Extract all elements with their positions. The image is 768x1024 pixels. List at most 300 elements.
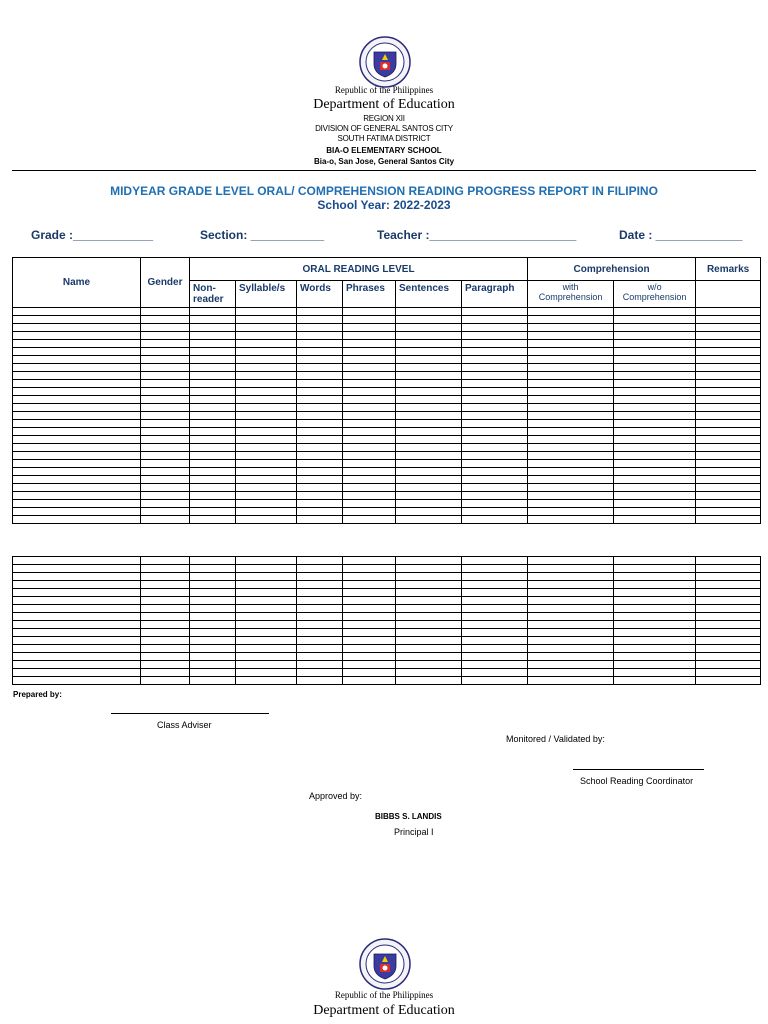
table-cell xyxy=(141,468,190,476)
table-cell xyxy=(696,404,761,412)
table-cell xyxy=(236,364,297,372)
table-cell xyxy=(462,557,528,565)
table-cell xyxy=(190,629,236,637)
table-cell xyxy=(13,324,141,332)
table-row xyxy=(13,653,761,661)
table-cell xyxy=(614,500,696,508)
table-cell xyxy=(343,452,396,460)
table-cell xyxy=(297,436,343,444)
table-cell xyxy=(696,573,761,581)
table-cell xyxy=(614,605,696,613)
table-row xyxy=(13,412,761,420)
with-comprehension-header: with Comprehension xyxy=(528,281,614,308)
table-cell xyxy=(614,332,696,340)
table-cell xyxy=(141,573,190,581)
table-cell xyxy=(696,613,761,621)
table-cell xyxy=(396,645,462,653)
table-cell xyxy=(528,332,614,340)
table-row xyxy=(13,492,761,500)
table-cell xyxy=(614,669,696,677)
table-row xyxy=(13,388,761,396)
table-cell xyxy=(528,516,614,524)
table-cell xyxy=(462,372,528,380)
table-cell xyxy=(396,308,462,316)
table-cell xyxy=(343,372,396,380)
table-cell xyxy=(696,460,761,468)
form-fields xyxy=(0,228,768,244)
table-row xyxy=(13,380,761,388)
table-cell xyxy=(190,661,236,669)
table-row xyxy=(13,396,761,404)
table-cell xyxy=(614,573,696,581)
table-cell xyxy=(396,621,462,629)
table-cell xyxy=(13,508,141,516)
table-cell xyxy=(396,460,462,468)
table-cell xyxy=(614,613,696,621)
table-cell xyxy=(190,428,236,436)
table-cell xyxy=(696,677,761,685)
table-cell xyxy=(236,460,297,468)
table-cell xyxy=(13,605,141,613)
table-cell xyxy=(528,653,614,661)
table-cell xyxy=(528,573,614,581)
table-cell xyxy=(141,492,190,500)
table-cell xyxy=(696,372,761,380)
table-cell xyxy=(343,396,396,404)
table-cell xyxy=(396,581,462,589)
table-cell xyxy=(190,332,236,340)
table-cell xyxy=(614,444,696,452)
school-name: BIA-O ELEMENTARY SCHOOL xyxy=(326,146,442,155)
table-cell xyxy=(236,613,297,621)
department-text-page2: Department of Education xyxy=(313,1003,455,1018)
table-cell xyxy=(528,372,614,380)
table-cell xyxy=(141,372,190,380)
approved-by-label: Approved by: xyxy=(309,791,363,801)
table-cell xyxy=(343,581,396,589)
table-cell xyxy=(190,444,236,452)
table-row xyxy=(13,645,761,653)
table-cell xyxy=(141,396,190,404)
table-cell xyxy=(696,637,761,645)
table-cell xyxy=(343,613,396,621)
table-cell xyxy=(614,629,696,637)
table-row xyxy=(13,669,761,677)
table-row xyxy=(13,637,761,645)
table-cell xyxy=(528,645,614,653)
table-row xyxy=(13,581,761,589)
table-cell xyxy=(13,404,141,412)
report-title: MIDYEAR GRADE LEVEL ORAL/ COMPREHENSION READING PROGRESS REPORT IN FILIPINO xyxy=(110,184,658,198)
table-cell xyxy=(696,597,761,605)
table-cell xyxy=(297,589,343,597)
table-cell xyxy=(696,476,761,484)
table-cell xyxy=(141,348,190,356)
table-cell xyxy=(190,557,236,565)
table-cell xyxy=(614,484,696,492)
table-cell xyxy=(462,420,528,428)
table-cell xyxy=(343,557,396,565)
table-row xyxy=(13,452,761,460)
deped-seal-icon-page2 xyxy=(359,938,411,990)
table-cell xyxy=(13,412,141,420)
table-cell xyxy=(297,637,343,645)
table-cell xyxy=(236,677,297,685)
table-cell xyxy=(528,621,614,629)
table-cell xyxy=(236,629,297,637)
table-cell xyxy=(297,348,343,356)
table-cell xyxy=(190,404,236,412)
republic-text-page2: Republic of the Philippines xyxy=(334,990,434,1000)
table-cell xyxy=(462,589,528,597)
table-cell xyxy=(696,589,761,597)
table-cell xyxy=(236,484,297,492)
table-cell xyxy=(528,460,614,468)
table-cell xyxy=(614,324,696,332)
table-cell xyxy=(297,372,343,380)
table-cell xyxy=(528,428,614,436)
table-cell xyxy=(343,380,396,388)
table-row xyxy=(13,677,761,685)
table-cell xyxy=(696,316,761,324)
table-cell xyxy=(190,677,236,685)
table-cell xyxy=(236,621,297,629)
table-cell xyxy=(614,348,696,356)
table-cell xyxy=(141,316,190,324)
table-cell xyxy=(396,340,462,348)
table-cell xyxy=(13,364,141,372)
table-cell xyxy=(13,653,141,661)
table-cell xyxy=(343,356,396,364)
table-cell xyxy=(190,492,236,500)
table-cell xyxy=(462,492,528,500)
table-cell xyxy=(614,388,696,396)
table-cell xyxy=(141,637,190,645)
table-cell xyxy=(236,565,297,573)
table-cell xyxy=(141,557,190,565)
principal-name: BIBBS S. LANDIS xyxy=(375,812,442,821)
table-cell xyxy=(696,388,761,396)
school-address: Bia-o, San Jose, General Santos City xyxy=(313,157,455,166)
table-cell xyxy=(236,589,297,597)
table-cell xyxy=(396,476,462,484)
table-cell xyxy=(696,356,761,364)
table-cell xyxy=(696,348,761,356)
table-row xyxy=(13,444,761,452)
table-cell xyxy=(614,516,696,524)
table-cell xyxy=(396,653,462,661)
table-cell xyxy=(190,436,236,444)
table-cell xyxy=(141,436,190,444)
table-cell xyxy=(236,428,297,436)
table-cell xyxy=(462,444,528,452)
table-cell xyxy=(614,340,696,348)
table-row xyxy=(13,484,761,492)
table-cell xyxy=(190,420,236,428)
table-cell xyxy=(396,613,462,621)
table-cell xyxy=(236,508,297,516)
division-text: DIVISION OF GENERAL SANTOS CITY xyxy=(315,124,453,133)
table-cell xyxy=(462,653,528,661)
table-cell xyxy=(343,476,396,484)
table-cell xyxy=(396,500,462,508)
table-cell xyxy=(190,597,236,605)
table-cell xyxy=(696,557,761,565)
table-cell xyxy=(13,669,141,677)
table-cell xyxy=(343,420,396,428)
table-cell xyxy=(13,492,141,500)
table-cell xyxy=(396,597,462,605)
table-cell xyxy=(141,324,190,332)
table-cell xyxy=(614,316,696,324)
table-cell xyxy=(13,460,141,468)
table-row xyxy=(13,613,761,621)
table-cell xyxy=(696,645,761,653)
table-cell xyxy=(236,605,297,613)
table-cell xyxy=(297,380,343,388)
table-cell xyxy=(141,340,190,348)
table-cell xyxy=(297,460,343,468)
table-cell xyxy=(13,661,141,669)
table-cell xyxy=(141,332,190,340)
table-cell xyxy=(141,460,190,468)
table-cell xyxy=(696,396,761,404)
table-cell xyxy=(236,500,297,508)
table-cell xyxy=(13,380,141,388)
table-cell xyxy=(297,420,343,428)
table-cell xyxy=(696,436,761,444)
table-cell xyxy=(236,420,297,428)
table-cell xyxy=(141,621,190,629)
table-cell xyxy=(462,605,528,613)
table-cell xyxy=(141,516,190,524)
reading-progress-table-continued xyxy=(12,556,761,685)
table-cell xyxy=(141,356,190,364)
table-cell xyxy=(13,589,141,597)
table-cell xyxy=(190,412,236,420)
table-cell xyxy=(614,621,696,629)
table-cell xyxy=(190,452,236,460)
table-cell xyxy=(528,356,614,364)
table-cell xyxy=(297,629,343,637)
table-cell xyxy=(141,645,190,653)
table-cell xyxy=(236,581,297,589)
table-cell xyxy=(396,573,462,581)
table-cell xyxy=(396,412,462,420)
table-cell xyxy=(614,565,696,573)
table-cell xyxy=(13,597,141,605)
table-cell xyxy=(462,516,528,524)
table-cell xyxy=(462,332,528,340)
table-cell xyxy=(343,444,396,452)
table-cell xyxy=(396,436,462,444)
table-cell xyxy=(141,484,190,492)
table-cell xyxy=(190,500,236,508)
table-cell xyxy=(297,364,343,372)
paragraph-header: Paragraph xyxy=(462,281,528,308)
table-cell xyxy=(141,476,190,484)
table-cell xyxy=(462,565,528,573)
table-cell xyxy=(396,605,462,613)
table-cell xyxy=(190,637,236,645)
table-cell xyxy=(13,332,141,340)
table-cell xyxy=(696,661,761,669)
table-cell xyxy=(190,645,236,653)
table-cell xyxy=(13,557,141,565)
table-cell xyxy=(13,356,141,364)
table-cell xyxy=(528,557,614,565)
table-cell xyxy=(528,468,614,476)
table-cell xyxy=(297,597,343,605)
table-cell xyxy=(462,597,528,605)
table-cell xyxy=(343,565,396,573)
table-cell xyxy=(141,420,190,428)
table-cell xyxy=(462,452,528,460)
table-cell xyxy=(343,669,396,677)
table-row xyxy=(13,364,761,372)
table-cell xyxy=(396,332,462,340)
table-cell xyxy=(396,661,462,669)
table-cell xyxy=(141,613,190,621)
table-cell xyxy=(343,508,396,516)
table-cell xyxy=(614,677,696,685)
table-row xyxy=(13,500,761,508)
table-cell xyxy=(343,653,396,661)
table-cell xyxy=(297,340,343,348)
table-cell xyxy=(297,356,343,364)
table-row xyxy=(13,428,761,436)
table-cell xyxy=(236,444,297,452)
teacher-field: Teacher :______________________ xyxy=(377,228,577,242)
table-cell xyxy=(396,589,462,597)
table-cell xyxy=(236,436,297,444)
table-cell xyxy=(141,412,190,420)
table-cell xyxy=(343,597,396,605)
table-cell xyxy=(190,316,236,324)
table-cell xyxy=(528,637,614,645)
table-cell xyxy=(13,444,141,452)
table-cell xyxy=(614,460,696,468)
table-cell xyxy=(696,324,761,332)
table-cell xyxy=(343,316,396,324)
table-cell xyxy=(396,388,462,396)
table-cell xyxy=(462,412,528,420)
table-cell xyxy=(297,404,343,412)
table-cell xyxy=(236,653,297,661)
table-cell xyxy=(297,452,343,460)
department-text: Department of Education xyxy=(313,97,455,112)
table-cell xyxy=(528,605,614,613)
table-cell xyxy=(141,428,190,436)
table-cell xyxy=(614,428,696,436)
remarks-subheader xyxy=(696,281,761,308)
table-cell xyxy=(236,348,297,356)
table-row xyxy=(13,316,761,324)
table-row xyxy=(13,621,761,629)
table-cell xyxy=(13,468,141,476)
table-cell xyxy=(236,340,297,348)
table-cell xyxy=(13,428,141,436)
table-cell xyxy=(343,388,396,396)
table-cell xyxy=(190,468,236,476)
table-cell xyxy=(190,516,236,524)
school-year: School Year: 2022-2023 xyxy=(317,198,451,212)
table-cell xyxy=(528,364,614,372)
table-cell xyxy=(396,516,462,524)
table-cell xyxy=(614,476,696,484)
table-cell xyxy=(141,581,190,589)
table-cell xyxy=(297,428,343,436)
table-cell xyxy=(236,637,297,645)
table-cell xyxy=(141,364,190,372)
table-cell xyxy=(190,621,236,629)
table-cell xyxy=(614,581,696,589)
table-cell xyxy=(343,324,396,332)
table-cell xyxy=(614,308,696,316)
table-row xyxy=(13,589,761,597)
table-cell xyxy=(396,508,462,516)
table-cell xyxy=(13,420,141,428)
table-cell xyxy=(297,653,343,661)
table-cell xyxy=(236,332,297,340)
table-cell xyxy=(141,653,190,661)
table-cell xyxy=(343,412,396,420)
table-cell xyxy=(13,308,141,316)
table-cell xyxy=(236,468,297,476)
table-cell xyxy=(297,412,343,420)
table-cell xyxy=(696,444,761,452)
table-cell xyxy=(528,452,614,460)
table-cell xyxy=(462,645,528,653)
table-cell xyxy=(396,629,462,637)
table-cell xyxy=(614,645,696,653)
table-cell xyxy=(614,372,696,380)
table-cell xyxy=(696,500,761,508)
table-row xyxy=(13,372,761,380)
words-header: Words xyxy=(297,281,343,308)
sentences-header: Sentences xyxy=(396,281,462,308)
table-cell xyxy=(528,316,614,324)
table-cell xyxy=(236,516,297,524)
table-cell xyxy=(297,444,343,452)
table-cell xyxy=(528,492,614,500)
table-cell xyxy=(696,364,761,372)
table-cell xyxy=(462,396,528,404)
table-cell xyxy=(297,324,343,332)
section-field: Section: ___________ xyxy=(200,228,325,242)
table-cell xyxy=(236,412,297,420)
table-row xyxy=(13,629,761,637)
table-cell xyxy=(614,661,696,669)
table-row xyxy=(13,356,761,364)
table-cell xyxy=(190,484,236,492)
table-cell xyxy=(297,605,343,613)
date-field: Date : _____________ xyxy=(619,228,743,242)
table-row xyxy=(13,436,761,444)
table-cell xyxy=(13,340,141,348)
table-cell xyxy=(190,340,236,348)
table-cell xyxy=(462,388,528,396)
table-cell xyxy=(141,565,190,573)
table-cell xyxy=(190,380,236,388)
table-cell xyxy=(236,669,297,677)
coordinator-label: School Reading Coordinator xyxy=(580,776,694,786)
table-cell xyxy=(141,597,190,605)
table-cell xyxy=(236,597,297,605)
table-cell xyxy=(696,420,761,428)
table-cell xyxy=(396,380,462,388)
table-cell xyxy=(696,629,761,637)
